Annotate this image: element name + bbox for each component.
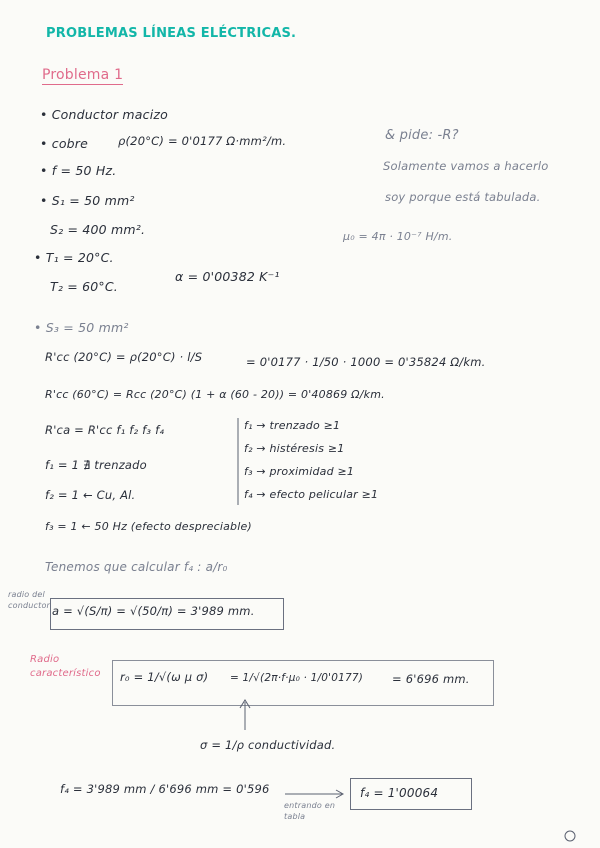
eq-rcc20-b: = 0'0177 · 1/50 · 1000 = 0'35824 Ω/km. — [246, 355, 486, 369]
line-s1: • S₁ = 50 mm² — [40, 193, 135, 208]
page-number-circle — [565, 831, 575, 841]
line-frequency: • f = 50 Hz. — [40, 163, 117, 178]
sigma-note: σ = 1/ρ conductividad. — [200, 738, 336, 752]
line-t1: • T₁ = 20°C. — [34, 250, 114, 265]
factor-legend-3: f₃ → proximidad ≥1 — [244, 465, 355, 478]
table-arrow-label: entrando en tabla — [284, 801, 336, 821]
side-note-3: soy porque está tabulada. — [385, 190, 541, 204]
radius-label: radio del conductor — [8, 590, 51, 610]
factor-legend-2: f₂ → histéresis ≥1 — [244, 442, 345, 455]
char-radius-label: Radio característico — [30, 654, 101, 679]
line-alpha: α = 0'00382 K⁻¹ — [175, 269, 280, 284]
radius-equation: a = √(S/π) = √(50/π) = 3'989 mm. — [52, 604, 255, 618]
line-t2: T₂ = 60°C. — [50, 279, 118, 294]
line-conductor: • Conductor macizo — [40, 107, 169, 122]
factor-f1: f₁ = 1 ∄ trenzado — [45, 458, 147, 472]
page-title: PROBLEMAS LÍNEAS ELÉCTRICAS. — [46, 26, 297, 41]
eq-rca: R'ca = R'cc f₁ f₂ f₃ f₄ — [45, 423, 165, 437]
f4-result: f₄ = 1'00064 — [360, 786, 439, 800]
side-note-2: Solamente vamos a hacerlo — [383, 159, 549, 173]
char-radius-eq2: = 1/√(2π·f·μ₀ · 1/0'0177) — [230, 672, 364, 684]
factor-legend-4: f₄ → efecto pelicular ≥1 — [244, 488, 379, 501]
line-resistivity: ρ(20°C) = 0'0177 Ω·mm²/m. — [118, 134, 287, 148]
side-note-mu: μ₀ = 4π · 10⁻⁷ H/m. — [343, 230, 453, 243]
char-radius-eq3: = 6'696 mm. — [392, 672, 470, 686]
factor-legend-1: f₁ → trenzado ≥1 — [244, 419, 341, 432]
eq-rcc60: R'cc (60°C) = Rcc (20°C) (1 + α (60 - 20)) = 0'40869 Ω/km. — [45, 388, 385, 401]
factor-f2: f₂ = 1 ← Cu, Al. — [45, 488, 136, 502]
f4-computation: f₄ = 3'989 mm / 6'696 mm = 0'596 — [60, 782, 270, 796]
char-radius-eq1: r₀ = 1/√(ω μ σ) — [120, 670, 209, 684]
eq-rcc20-a: R'cc (20°C) = ρ(20°C) · l/S — [45, 350, 203, 364]
side-note-1: & pide: -R? — [385, 128, 459, 143]
line-s3: • S₃ = 50 mm² — [34, 320, 129, 335]
calc-f4-intro: Tenemos que calcular f₄ : a/r₀ — [45, 560, 228, 574]
problem-heading: Problema 1 — [42, 67, 124, 83]
factor-f3: f₃ = 1 ← 50 Hz (efecto despreciable) — [45, 520, 252, 533]
line-cobre: • cobre — [40, 136, 89, 151]
line-s2: S₂ = 400 mm². — [50, 222, 146, 237]
